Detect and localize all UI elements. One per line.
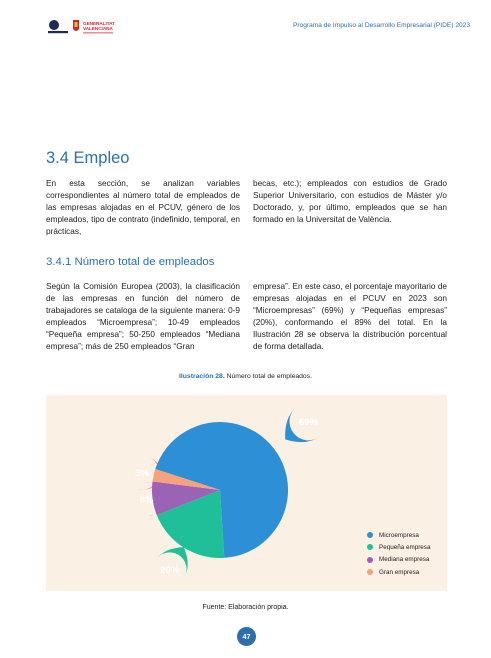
section-title: 3.4 Empleo — [46, 149, 130, 167]
intro-left-column — [46, 178, 240, 238]
logo-text-1: GENERALITAT — [83, 21, 115, 26]
legend-label: Mediana empresa — [379, 556, 430, 564]
legend-item-microempresa — [367, 529, 430, 541]
caption-text: Número total de empleados. — [224, 373, 312, 380]
subsection-title: 3.4.1 Número total de empleados — [46, 256, 215, 268]
intro-left-text: En esta sección, se analizan variables correspondientes al número total de empleados de las empresas alojadas en el PCUV, género de los empleados, tipo de contrato (indefinido, temporal, en prácticas, — [46, 179, 240, 237]
data-label-microempresa: 69% — [298, 416, 319, 428]
body-left-text: Según la Comisión Europea (2003), la clasificación de las empresas en función del número de trabajadores se cataloga de la siguiente manera: 0-9 empleados “Microempresa”; 10-49 empleados “Pequeña empresa”; 50-250 empleados “Mediana empresa”; más de 250 empleados “Gran — [46, 282, 240, 352]
data-label-pequena-empresa: 20% — [160, 564, 180, 576]
body-left-column — [46, 281, 240, 354]
intro-right-text: becas, etc.); empleados con estudios de Grado Superior Universitario, con estudios de Máster y/o Doctorado, y, por último, empleados que se han formado en la Universitat de València. — [253, 179, 447, 225]
legend-label: Pequeña empresa — [379, 543, 431, 551]
caption-label: Ilustración 28. — [179, 373, 225, 380]
legend-item-gran-empresa — [367, 566, 430, 578]
legend-swatch — [367, 569, 373, 575]
legend-swatch — [367, 532, 373, 538]
legend-item-pequena-empresa — [367, 541, 430, 553]
logo-text-2: VALENCIANA — [83, 26, 113, 31]
generalitat-logo — [73, 20, 79, 31]
page-number: 47 — [237, 627, 256, 646]
body-right-column — [253, 281, 447, 354]
legend-label: Gran empresa — [379, 568, 420, 576]
data-label-mediana-empresa: 8% — [139, 494, 154, 506]
figure-caption — [0, 373, 491, 380]
chart-container — [46, 395, 447, 591]
intro-right-column — [253, 178, 447, 226]
header-title: Programa de Impulso al Desarrollo Empresarial (PIDE) 2023 — [292, 22, 470, 29]
legend-swatch — [367, 557, 373, 563]
header-logos — [46, 18, 136, 38]
legend-label: Microempresa — [379, 531, 419, 539]
data-label-gran-empresa: 3% — [135, 468, 149, 480]
university-logo — [48, 20, 68, 33]
legend-item-mediana-empresa — [367, 554, 430, 566]
figure-source: Fuente: Elaboración propia. — [202, 604, 289, 611]
body-right-text: empresa”. En este caso, el porcentaje mayoritario de empresas alojadas en el PCUV en 2023 son “Microempresas” (69%) y “Pequeñas empresas” (20%), conformando el 89% del total. En la Ilustración 28 se observa la distribución porcentual de forma detallada. — [253, 282, 447, 352]
chart-legend — [367, 529, 430, 578]
legend-swatch — [367, 544, 373, 550]
